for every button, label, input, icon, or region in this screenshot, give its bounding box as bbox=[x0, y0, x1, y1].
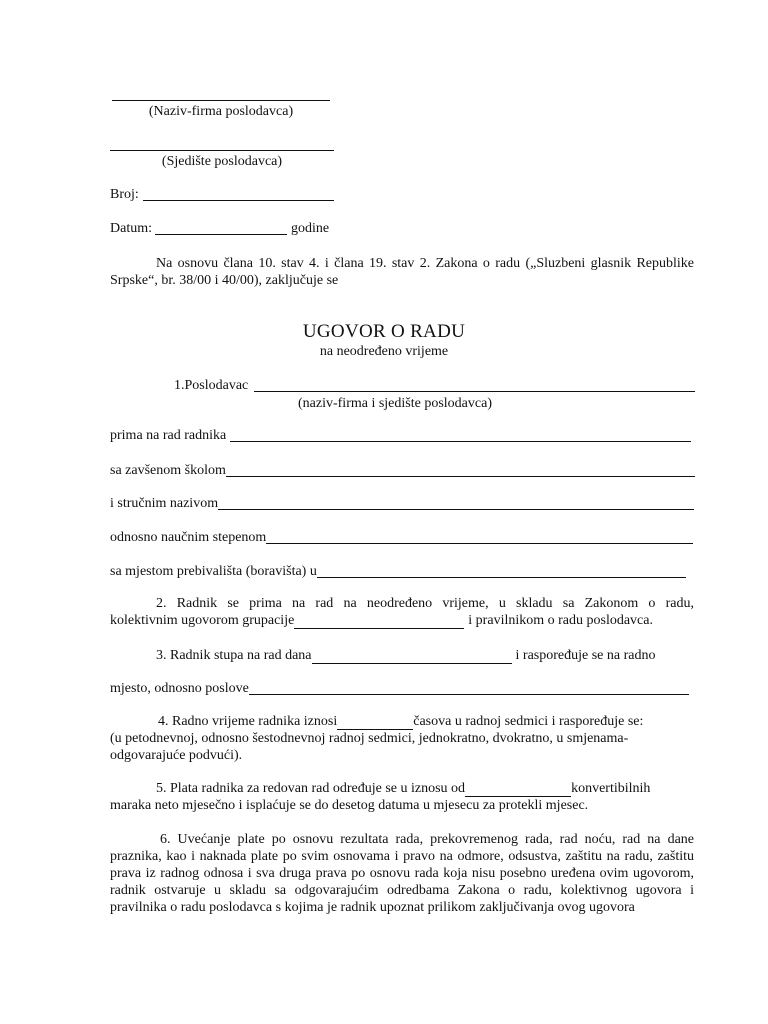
date-suffix: godine bbox=[291, 221, 330, 236]
section4-pre: 4. Radno vrijeme radnika iznosi bbox=[158, 714, 338, 729]
salary-field[interactable] bbox=[465, 784, 571, 797]
residence-field[interactable] bbox=[317, 565, 686, 578]
employer-name-label: (Naziv-firma poslodavca) bbox=[148, 104, 294, 119]
section6-text: 6. Uvećanje plate po osnovu rezultata rada, prekovremenog rada, rad noću, rad na dane praznika, kao i naknada plate po svim osnovama i pravo na odmore, odsustva, zaštitu na radu, zaštitu prava iz radnog odnosa i sva druga prava po osnovu rada koja nisu posebno uređena ovim ugovorom, radnik ostvaruje u skladu sa odgovarajućim odredbama Zakona o radu, kolektivnog ugovora i pravilnika o radu poslodavca s kojima je radnik upoznat prilikom zaključivanja ovog ugovora bbox=[110, 832, 694, 915]
school-label: sa zavšenom školom bbox=[110, 463, 226, 478]
school-row bbox=[110, 463, 695, 479]
section2-line1-text: 2. Radnik se prima na rad na neodređeno vrijeme, u skladu sa Zakonom o radu, bbox=[156, 596, 694, 611]
hire-row bbox=[110, 428, 691, 444]
section5-line2: maraka neto mjesečno i isplaćuje se do desetog datuma u mjesecu za protekli mjesec. bbox=[110, 798, 589, 813]
section3-line2 bbox=[110, 681, 689, 697]
section4-line1 bbox=[158, 714, 688, 730]
residence-row bbox=[110, 564, 686, 580]
hours-field[interactable] bbox=[337, 717, 413, 730]
employer-seat-line[interactable] bbox=[110, 150, 334, 151]
employer-field[interactable] bbox=[254, 379, 695, 392]
section2-line2 bbox=[110, 613, 694, 629]
section5-pre: 5. Plata radnika za redovan rad određuje se u iznosu od bbox=[156, 781, 466, 796]
section2-line2-pre: kolektivnim ugovorom grupacije bbox=[110, 613, 295, 628]
section6-paragraph bbox=[110, 831, 694, 916]
residence-label: sa mjestom prebivališta (boravišta) u bbox=[110, 564, 317, 579]
title-row bbox=[110, 496, 694, 512]
section4-line3: odgovarajuće podvući). bbox=[110, 748, 243, 763]
employer-name-line[interactable] bbox=[112, 100, 330, 101]
degree-row bbox=[110, 530, 693, 546]
position-field[interactable] bbox=[249, 682, 689, 695]
hire-field[interactable] bbox=[230, 429, 691, 442]
section2-line2-post: i pravilnikom o radu poslodavca. bbox=[468, 613, 653, 628]
document-subtitle: na neodređeno vrijeme bbox=[319, 344, 449, 359]
section4-line2: (u petodnevnoj, odnosno šestodnevnoj radnoj sedmici, jednokratno, dvokratno, u smjenama- bbox=[110, 731, 629, 746]
degree-field[interactable] bbox=[266, 531, 693, 544]
section5-post: konvertibilnih bbox=[571, 781, 651, 796]
section3-line1 bbox=[156, 648, 686, 664]
employer-seat-label: (Sjedište poslodavca) bbox=[161, 154, 283, 169]
hire-label: prima na rad radnika bbox=[110, 428, 227, 443]
section3-line2-label: mjesto, odnosno poslove bbox=[110, 681, 249, 696]
school-field[interactable] bbox=[226, 464, 695, 477]
intro-text: Na osnovu člana 10. stav 4. i člana 19. stav 2. Zakona o radu („Sluzbeni glasnik Republike Srpske“, br. 38/00 i 40/00), zaključuje se bbox=[110, 256, 694, 288]
section5-line1 bbox=[156, 781, 695, 797]
section2-line1 bbox=[110, 596, 694, 612]
start-date-field[interactable] bbox=[312, 651, 512, 664]
intro-paragraph bbox=[110, 255, 694, 289]
title-label: i stručnim nazivom bbox=[110, 496, 219, 511]
employer-row bbox=[174, 378, 695, 394]
degree-label: odnosno naučnim stepenom bbox=[110, 530, 267, 545]
title-field[interactable] bbox=[218, 497, 694, 510]
employer-label: 1.Poslodavac bbox=[174, 378, 249, 393]
section4-post: časova u radnoj sedmici i raspoređuje se: bbox=[413, 714, 644, 729]
document-title: UGOVOR O RADU bbox=[302, 321, 466, 342]
section3-post: i raspoređuje se na radno bbox=[515, 648, 656, 663]
date-label: Datum: bbox=[110, 221, 152, 236]
date-line[interactable] bbox=[155, 234, 287, 235]
employer-sublabel: (naziv-firma i sjedište poslodavca) bbox=[298, 396, 492, 411]
section3-pre: 3. Radnik stupa na rad dana bbox=[156, 648, 312, 663]
number-line[interactable] bbox=[143, 200, 334, 201]
number-label: Broj: bbox=[110, 187, 139, 202]
grouping-field[interactable] bbox=[294, 616, 464, 629]
